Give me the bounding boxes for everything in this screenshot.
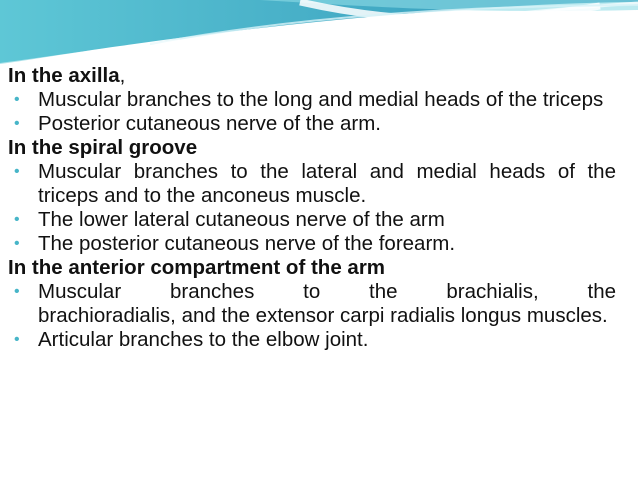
header-wave-decoration <box>0 0 638 72</box>
bullet-item: • Muscular branches to the lateral and medial heads of the triceps and to the anconeus muscle. <box>14 160 616 207</box>
bullet-icon: • <box>14 163 20 180</box>
bullet-icon: • <box>14 331 20 348</box>
bullet-item: • The lower lateral cutaneous nerve of the arm <box>14 208 445 231</box>
section-heading-spiral-groove: In the spiral groove <box>8 136 198 159</box>
bullet-icon: • <box>14 283 20 300</box>
bullet-icon: • <box>14 211 20 228</box>
bullet-item: • Articular branches to the elbow joint. <box>14 328 369 351</box>
slide-body <box>8 64 616 352</box>
section-heading-anterior-compartment: In the anterior compartment of the arm <box>8 256 386 279</box>
bullet-icon: • <box>14 115 20 132</box>
bullet-icon: • <box>14 235 20 252</box>
section-heading-axilla: In the axilla, <box>8 64 126 87</box>
bullet-icon: • <box>14 91 20 108</box>
bullet-item: • Muscular branches to the brachialis, the <box>14 280 616 303</box>
bullet-continuation: brachioradialis, and the extensor carpi radialis longus muscles. <box>38 304 608 327</box>
bullet-item: • The posterior cutaneous nerve of the forearm. <box>14 232 456 255</box>
bullet-item: • Posterior cutaneous nerve of the arm. <box>14 112 381 135</box>
bullet-item: • Muscular branches to the long and medial heads of the triceps <box>14 88 604 111</box>
